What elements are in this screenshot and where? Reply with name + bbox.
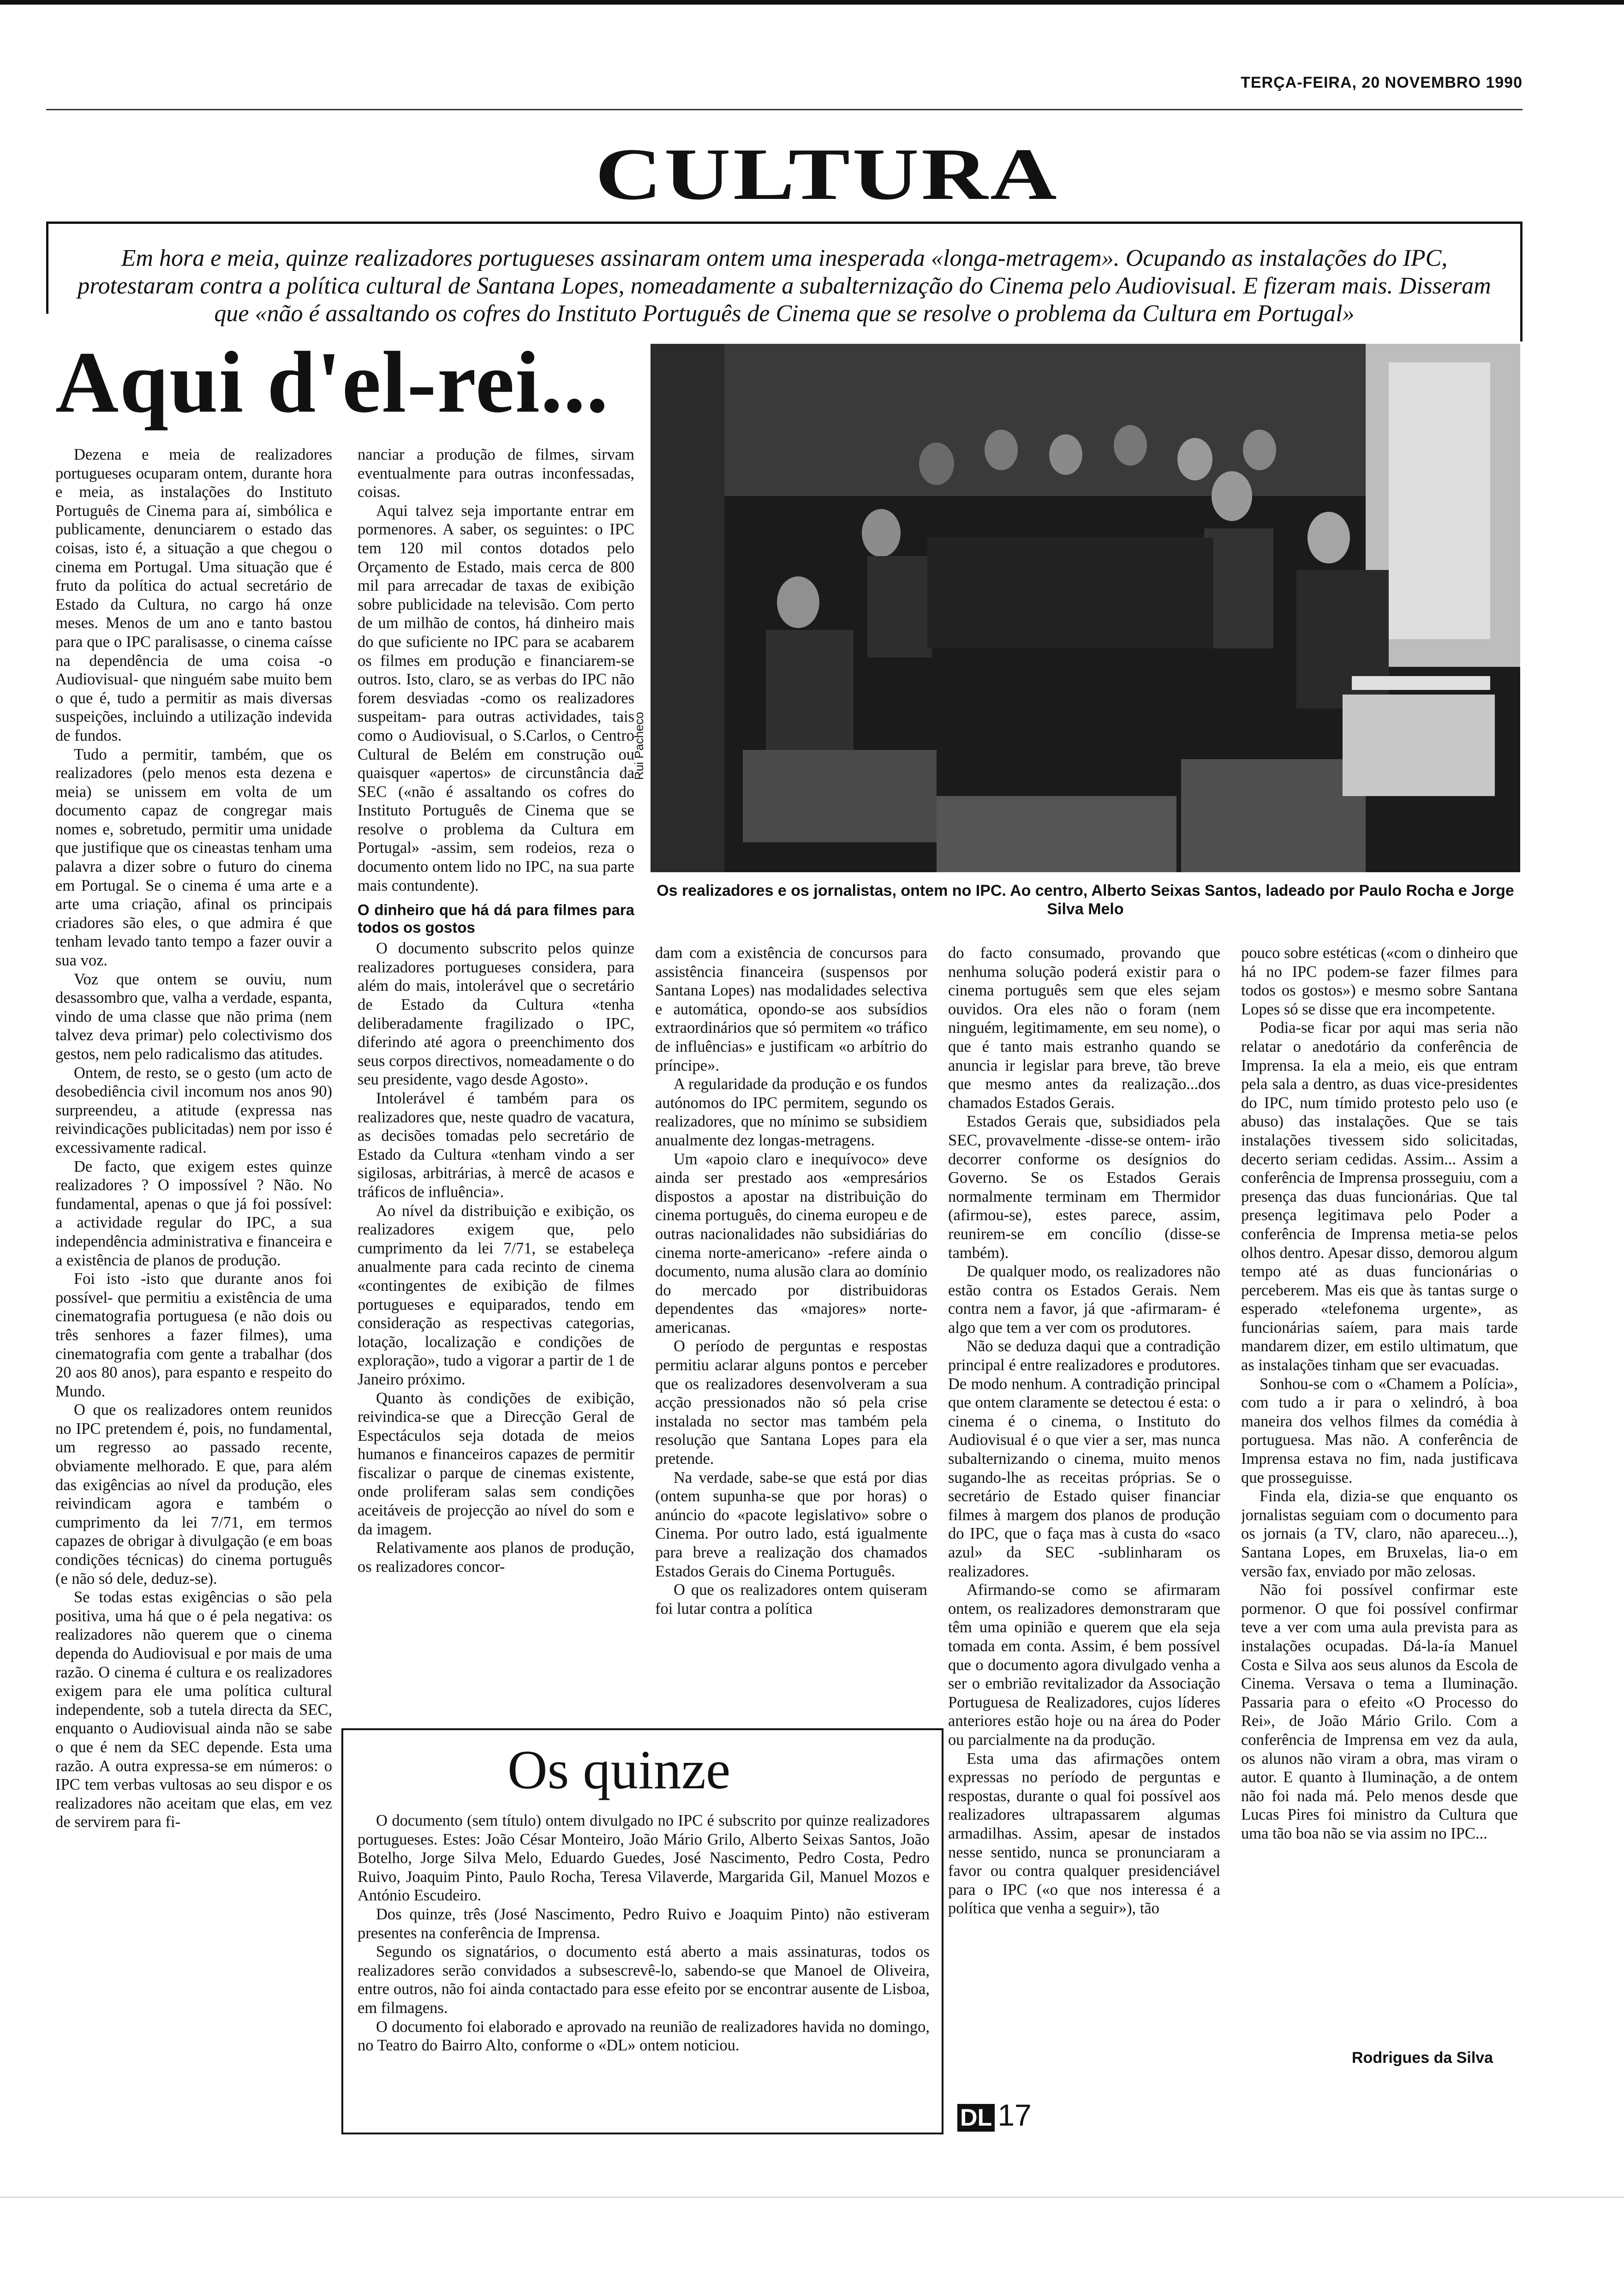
photo-credit: Rui Pacheco bbox=[632, 712, 646, 780]
paragraph: Intolerável é também para os realizadores que, neste quadro de vacatura, as decisões tomadas pelo secretário de Estado da Cultura «tenham vindo a ser sigilosas, arbitrárias, à mercê de acasos e tráficos de influência». bbox=[358, 1090, 634, 1201]
paragraph: O período de perguntas e respostas permitiu aclarar alguns pontos e perceber que os realizadores desenvolveram a sua acção pressionados não só pela crise instalada no sector mas também pela resolução que Santana Lopes para ela pretende. bbox=[655, 1337, 927, 1468]
headline: Aqui d'el-rei... bbox=[55, 334, 609, 431]
sidebar-title: Os quinze bbox=[508, 1739, 731, 1800]
paragraph: pouco sobre estéticas («com o dinheiro que há no IPC podem-se fazer filmes para todos os gostos») e mesmo sobre Santana Lopes só se disse que era incompetente. bbox=[1241, 944, 1518, 1018]
paragraph: Voz que ontem se ouviu, num desassombro que, valha a verdade, espanta, vindo de uma classe que não prima (nem talvez deva primar) pelo colectivismo dos gestos, nem pelo radicalismo das atitudes. bbox=[55, 970, 332, 1063]
paragraph: Um «apoio claro e inequívoco» deve ainda ser prestado aos «empresários dispostos a apostar na distribuição do cinema português, do cinema europeu e de outras nacionalidades não subsidiárias do cinema norte-americano» -refere ainda o documento, numa alusão clara ao domínio do mercado por distribuidoras dependentes das «majores» norte-americanas. bbox=[655, 1150, 927, 1336]
newspaper-logo: DL bbox=[957, 2104, 995, 2132]
paragraph: Segundo os signatários, o documento está aberto a mais assinaturas, todos os realizadores serão convidados a subsescrevê-lo, sabendo-se que Manoel de Oliveira, entre outros, não foi ainda contactado para esse efeito por se encontrar ausente de Lisboa, em filmagens. bbox=[358, 1943, 930, 2017]
paragraph: Finda ela, dizia-se que enquanto os jornalistas seguiam com o documento para os jornais (a TV, claro, não apareceu...), Santana Lopes, em Bruxelas, lia-o em versão fax, enviado por mão zelosas. bbox=[1241, 1487, 1518, 1580]
paragraph: Não foi possível confirmar este pormenor. O que foi possível confirmar teve a ver com uma aula prevista para as instalações ocupadas. Dá-la-ía Manuel Costa e Silva aos seus alunos da Escola de Cinema. Versava o tema a Iluminação. Passaria para o efeito «O Processo do Rei», de João Mário Grilo. Com a conferência de Imprensa em vez da aula, os alunos não viram a obra, mas viram o autor. E quanto à Iluminação, a de ontem não foi nada má. Pelo menos desde que Lucas Pires foi ministro da Cultura que uma tão boa não se via assim no IPC... bbox=[1241, 1581, 1518, 1842]
paragraph: O que os realizadores ontem reunidos no IPC pretendem é, pois, no fundamental, um regresso ao passado recente, obviamente melhorado. E que, para além das exigências ao nível da produção, eles reivindicam agora e também o cumprimento da lei 7/71, em termos capazes de obrigar à divulgação (e em boas condições técnicas) do cinema português (e não só dele, deduz-se). bbox=[55, 1401, 332, 1588]
paragraph: Tudo a permitir, também, que os realizadores (pelo menos esta dezena e meia) se unissem em volta de um documento capaz de congregar mais nomes e, sobretudo, permitir uma unidade que justifique que os cineastas tenham uma palavra a dizer sobre o futuro do cinema em Portugal. Se o cinema é uma arte e a arte uma criação, afinal os principais criadores são eles, o que admira é que tenham levado tanto tempo a fazer ouvir a sua voz. bbox=[55, 745, 332, 970]
paragraph: O documento foi elaborado e aprovado na reunião de realizadores havida no domingo, no Teatro do Bairro Alto, conforme o «DL» ontem noticiou. bbox=[358, 2018, 930, 2055]
article-column-5 bbox=[1241, 944, 1518, 2047]
page-number: 17 bbox=[997, 2098, 1032, 2132]
lede-box-left bbox=[46, 222, 48, 314]
paragraph: Afirmando-se como se afirmaram ontem, os realizadores demonstraram que têm uma opinião e querem que ela seja tomada em conta. Assim, é bem possível que o documento agora divulgado venha a ser o embrião revitalizador da Associação Portuguesa de Realizadores, cujos líderes anteriores estão hoje ou na área do Poder ou parcialmente na da produção. bbox=[948, 1581, 1220, 1749]
paragraph: De qualquer modo, os realizadores não estão contra os Estados Gerais. Nem contra nem a favor, já que -afirmaram- é algo que tem a ver com os produtores. bbox=[948, 1263, 1220, 1336]
header-rule bbox=[46, 109, 1522, 110]
paragraph: O que os realizadores ontem quiseram foi lutar contra a política bbox=[655, 1581, 927, 1618]
paragraph: O documento subscrito pelos quinze realizadores portugueses considera, para além do mais, intolerável que o secretário de Estado da Cultura «tenha deliberadamente fragilizado o IPC, diferindo até agora o preenchimento dos seus corpos directivos, nomeadamente o do seu presidente, vago desde Agosto». bbox=[358, 940, 634, 1089]
sidebar-text bbox=[358, 1811, 930, 2055]
article-column-4 bbox=[948, 944, 1220, 2116]
paragraph: Ontem, de resto, se o gesto (um acto de desobediência civil incomum nos anos 90) surpreendeu, a atitude (expressa nas reivindicações publicitadas) nem por isso é excessivamente radical. bbox=[55, 1064, 332, 1156]
lede-box-right bbox=[1520, 222, 1522, 342]
paragraph: Ao nível da distribuição e exibição, os realizadores exigem que, pelo cumprimento da lei 7/71, se estabeleça anualmente para cada recinto de cinema «contingentes de exibição de filmes portugueses e equiparados, tendo em consideração as respectivas categorias, lotação, localização e condições de exploração», tudo a vigorar a partir de 1 de Janeiro próximo. bbox=[358, 1202, 634, 1388]
paragraph: Dezena e meia de realizadores portugueses ocuparam ontem, durante hora e meia, as instalações do Instituto Português de Cinema para aí, simbólica e publicamente, denunciarem o estado das coisas, isto é, a situação a que chegou o cinema em Portugal. Uma situação que é fruto da política do actual secretário de Estado da Cultura, no cargo há onze meses. Menos de um ano e tanto bastou para que o IPC paralisasse, o cinema caísse na dependência de uma coisa -o Audiovisual- que ninguém sabe muito bem o que é, tudo a permitir as mais diversas suspeições, incluindo a utilização indevida de fundos. bbox=[55, 446, 332, 744]
paragraph: dam com a existência de concursos para assistência financeira (suspensos por Santana Lopes) nas modalidades selectiva e automática, opondo-se aos subsídios extraordinários que só permitem «o tráfico de influências» e justificam «o arbítrio do príncipe». bbox=[655, 944, 927, 1074]
paragraph: Sonhou-se com o «Chamem a Polícia», com tudo a ir para o xelindró, à boa maneira dos velhos filmes da comédia à portuguesa. Mas não. A conferência de Imprensa estava no fim, nada justificava que prosseguisse. bbox=[1241, 1375, 1518, 1486]
bottom-rule bbox=[0, 2197, 1624, 2198]
photo-caption: Os realizadores e os jornalistas, ontem no IPC. Ao centro, Alberto Seixas Santos, ladeado por Paulo Rocha e Jorge Silva Melo bbox=[657, 882, 1514, 918]
paragraph: O documento (sem título) ontem divulgado no IPC é subscrito por quinze realizadores portugueses. Estes: João César Monteiro, João Mário Grilo, Alberto Seixas Santos, João Botelho, Jorge Silva Melo, Eduardo Guedes, José Nascimento, Pedro Costa, Pedro Ruivo, Joaquim Pinto, Paulo Rocha, Teresa Vilaverde, Margarida Gil, Manuel Mozos e António Escudeiro. bbox=[358, 1812, 930, 1905]
page-footer bbox=[957, 2097, 1032, 2133]
paragraph: Quanto às condições de exibição, reivindica-se que a Direcção Geral de Espectáculos seja dotada de meios humanos e financeiros capazes de permitir fiscalizar o parque de cinemas existente, onde proliferam salas sem condições aceitáveis de projecção ao nível do som e da imagem. bbox=[358, 1389, 634, 1538]
issue-date: TERÇA-FEIRA, 20 NOVEMBRO 1990 bbox=[1241, 74, 1522, 91]
lede-paragraph: Em hora e meia, quinze realizadores portugueses assinaram ontem uma inesperada «longa-metragem». Ocupando as instalações do IPC, protestaram contra a política cultural de Santana Lopes, nomeadamente a subalternização do Cinema pelo Audiovisual. E fizeram mais. Disseram que «não é assaltando os cofres do Instituto Português de Cinema que se resolve o problema da Cultura em Portugal» bbox=[78, 245, 1491, 327]
subheading: O dinheiro que há dá para filmes para todos os gostos bbox=[358, 901, 634, 936]
paragraph: De facto, que exigem estes quinze realizadores ? O impossível ? Não. No fundamental, apenas o que já foi possível: a actividade regular do IPC, a sua independência administrativa e financeira e a existência de planos de produção. bbox=[55, 1157, 332, 1269]
paragraph: Podia-se ficar por aqui mas seria não relatar o anedotário da conferência de Imprensa. Ia ela a meio, eis que entram pela sala a dentro, as duas vice-presidentes do IPC, num tímido protesto pelo uso (e abuso) das instalações. Que se tais instalações tivessem sido solicitadas, decerto seriam cedidas. Assim... Assim a conferência de Imprensa prosseguiu, com a presença das duas funcionárias. Que tal presença legitimava pelo Poder a conferência de Imprensa metia-se pelos olhos dentro. Apesar disso, demorou algum tempo até as duas funcionárias o perceberem. Mas eis que às tantas surge o esperado «telefonema urgente», as funcionárias saíem, para mais tarde mandarem dizer, em estilo ultimatum, que as instalações tinham que ser evacuadas. bbox=[1241, 1019, 1518, 1374]
paragraph: Aqui talvez seja importante entrar em pormenores. A saber, os seguintes: o IPC tem 120 mil contos dotados pelo Orçamento de Estado, mais cerca de 800 mil para arrecadar de taxas de exibição sobre publicidade na televisão. Com perto de um milhão de contos, há dinheiro mais do que suficiente no IPC para se acabarem os filmes em produção e financiarem-se outros. Isto, claro, se as verbas do IPC não forem desviadas -como os realizadores suspeitam- para outras actividades, tais como o Audiovisual, o S.Carlos, o Centro Cultural de Belém em construção ou quaisquer «apertos» de circunstância da SEC («não é assaltando os cofres do Instituto Português de Cinema que se resolve o problema da Cultura em Portugal» -assim, sem rodeios, reza o documento ontem lido no IPC, na sua parte mais contundente). bbox=[358, 502, 634, 894]
paragraph: Relativamente aos planos de produção, os realizadores concor- bbox=[358, 1539, 634, 1576]
byline-signature: Rodrigues da Silva bbox=[1352, 2049, 1493, 2067]
section-title: CULTURA bbox=[595, 133, 1059, 215]
article-column-1 bbox=[55, 445, 332, 2116]
photo-illustration bbox=[651, 344, 1520, 872]
article-column-2 bbox=[358, 445, 634, 1719]
top-rule bbox=[0, 0, 1624, 5]
paragraph: Não se deduza daqui que a contradição principal é entre realizadores e produtores. De modo nenhum. A contradição principal que ontem claramente se detectou é esta: o cinema é o cinema, o Instituto do Audiovisual é o que vier a ser, mas nunca subalternizando o cinema, muito menos sugando-lhe as receitas próprias. Se o secretário de Estado quiser financiar filmes à margem dos planos de produção do IPC, que o faça mas à custa do «saco azul» da SEC -sublinharam os realizadores. bbox=[948, 1337, 1220, 1580]
paragraph: Dos quinze, três (José Nascimento, Pedro Ruivo e Joaquim Pinto) não estiveram presentes na conferência de Imprensa. bbox=[358, 1905, 930, 1942]
paragraph: Se todas estas exigências o são pela positiva, uma há que o é pela negativa: os realizadores não querem que o cinema dependa do Audiovisual e por mais de uma razão. O cinema é cultura e os realizadores exigem para ele uma política cultural independente, sob a tutela directa da SEC, enquanto o Audiovisual ainda não se sabe o que é nem da SEC depende. Esta uma razão. A outra expressa-se em números: o IPC tem verbas vultosas ao seu dispor e os realizadores não aceitam que elas, em vez de servirem para fi- bbox=[55, 1588, 332, 1831]
paragraph: A regularidade da produção e os fundos autónomos do IPC permitem, segundo os realizadores, que no mínimo se subsidiem anualmente dez longas-metragens. bbox=[655, 1075, 927, 1149]
paragraph: do facto consumado, provando que nenhuma solução poderá existir para o cinema português sem que eles sejam ouvidos. Ora eles não o foram (nem ninguém, legitimamente, em seu nome), o que é tanto mais estranho quando se anuncia ir legislar para breve, tão breve que mesmo antes da realização...dos chamados Estados Gerais. bbox=[948, 944, 1220, 1112]
paragraph: nanciar a produção de filmes, sirvam eventualmente para outras inconfessadas, coisas. bbox=[358, 446, 634, 501]
paragraph: Estados Gerais que, subsidiados pela SEC, provavelmente -disse-se ontem- irão decorrer conforme os desígnios do Governo. Se os Estados Gerais normalmente terminam em Thermidor (afirmou-se), estes parece, assim, reunirem-se em concílio (disse-se também). bbox=[948, 1113, 1220, 1262]
lede-box-top bbox=[46, 222, 1522, 224]
paragraph: Na verdade, sabe-se que está por dias (ontem supunha-se que por horas) o anúncio do «pacote legislativo» sobre o Cinema. Por outro lado, está igualmente para breve a realização dos chamados Estados Gerais do Cinema Português. bbox=[655, 1468, 927, 1580]
paragraph: Foi isto -isto que durante anos foi possível- que permitiu a existência de uma cinematografia portuguesa (e não dois ou três senhores a fazer filmes), uma cinematografia com gente a trabalhar (dos 20 aos 80 anos), para espanto e respeito do Mundo. bbox=[55, 1270, 332, 1400]
article-column-3 bbox=[655, 944, 927, 1719]
news-photo bbox=[651, 344, 1520, 872]
paragraph: Esta uma das afirmações ontem expressas no período de perguntas e respostas, durante o qual foi possível aos realizadores ultrapassarem algumas armadilhas. Assim, apesar de instados nesse sentido, nunca se pronunciaram a favor ou contra qualquer presidenciável para o IPC («o que nos interessa é a política que venha a seguir»), tão bbox=[948, 1750, 1220, 1917]
